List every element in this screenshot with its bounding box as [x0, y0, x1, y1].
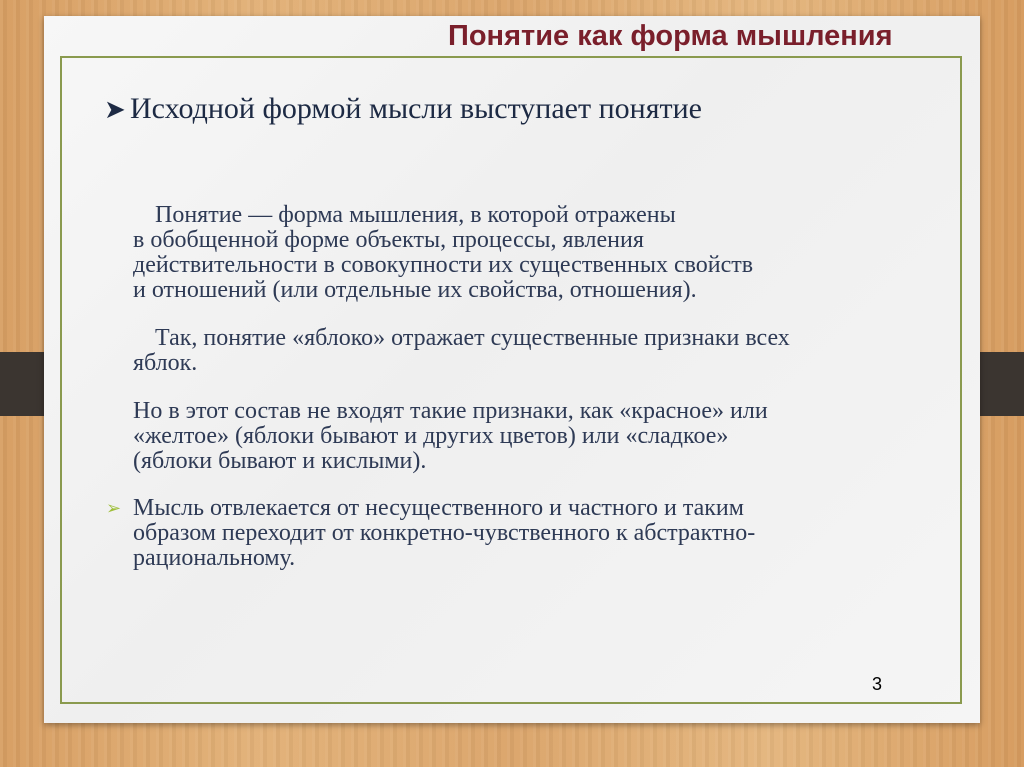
main-bullet	[104, 92, 702, 126]
arrow-bullet-icon: ➤	[104, 95, 126, 125]
main-bullet-text: Исходной формой мысли выступает понятие	[130, 92, 702, 125]
example-paragraph	[133, 326, 790, 376]
second-bullet-line: Мысль отвлекается от несущественного и частного и таким	[133, 495, 744, 521]
second-bullet-line: рациональному.	[133, 545, 296, 571]
example-line: Так, понятие «яблоко» отражает существенные признаки всех	[155, 325, 790, 351]
definition-paragraph	[133, 203, 753, 303]
arrow-bullet-icon: ➢	[106, 498, 122, 519]
second-bullet-line: образом переходит от конкретно-чувственного к абстрактно-	[133, 520, 756, 546]
exclusion-line: «желтое» (яблоки бывают и других цветов) или «сладкое»	[133, 423, 729, 449]
definition-line: действительности в совокупности их существенных свойств	[133, 252, 754, 278]
definition-line: и отношений (или отдельные их свойства, отношения).	[133, 277, 697, 303]
second-bullet-text	[133, 496, 755, 571]
slide-content-frame	[60, 56, 962, 704]
exclusion-line: Но в этот состав не входят такие признаки, как «красное» или	[133, 398, 768, 424]
exclusion-line: (яблоки бывают и кислыми).	[133, 448, 427, 474]
definition-line: в обобщенной форме объекты, процессы, явления	[133, 227, 644, 253]
page-number: 3	[872, 674, 883, 694]
exclusion-paragraph	[133, 399, 768, 474]
slide-title: Понятие как форма мышления	[448, 20, 893, 52]
definition-line: Понятие — форма мышления, в которой отражены	[155, 202, 676, 228]
example-line: яблок.	[133, 350, 198, 376]
